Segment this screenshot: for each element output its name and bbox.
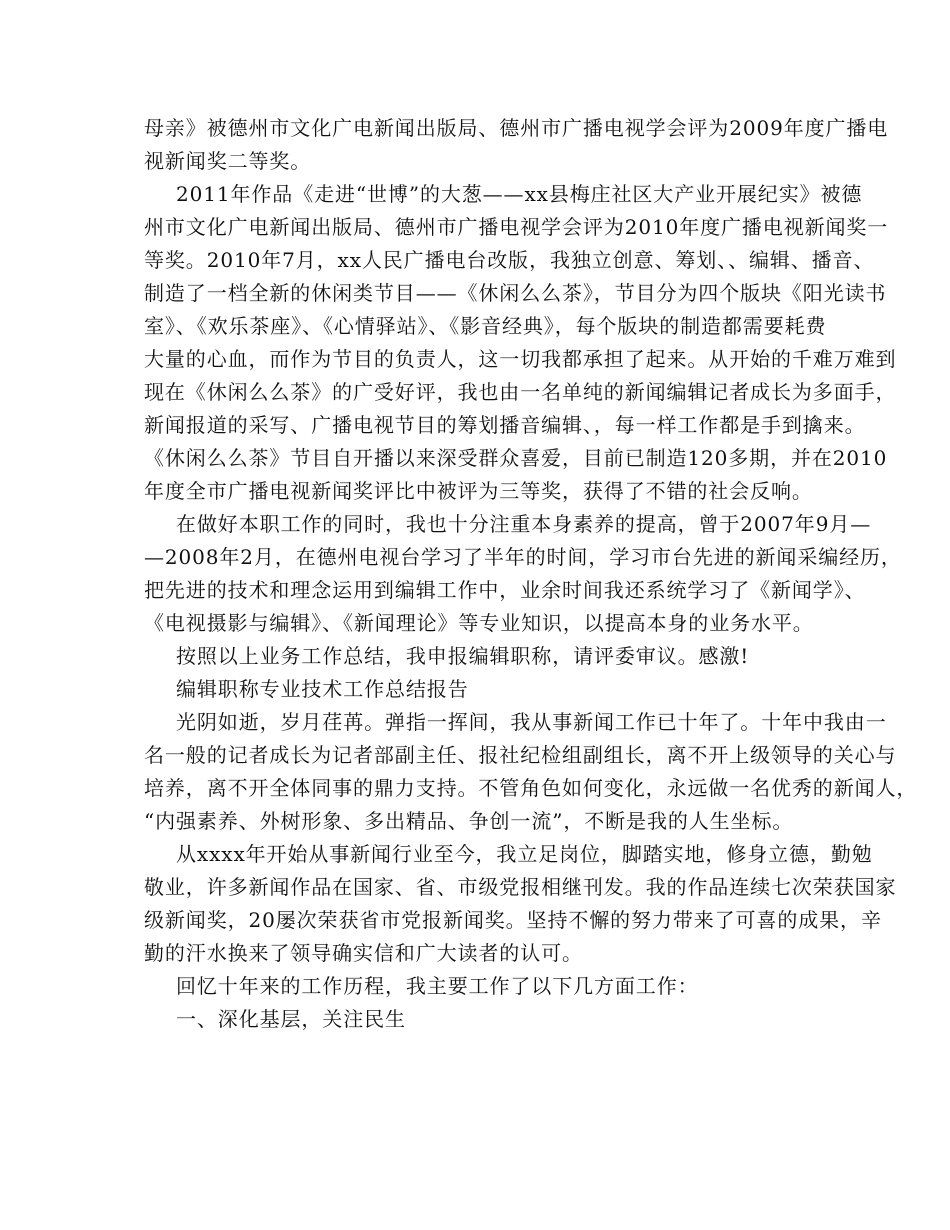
paragraph <box>144 706 918 838</box>
paragraph <box>144 178 897 508</box>
text-line: 制造了一档全新的休闲类节目——《休闲么么茶》，节目分为四个版块《阳光读书 <box>144 281 887 305</box>
text-line: 母亲》被德州市文化广电新闻出版局、德州市广播电视学会评为2009年度广播电 <box>144 116 889 140</box>
document-page <box>144 112 918 1036</box>
text-line: 从xxxx年开始从事新闻行业至今，我立足岗位，脚踏实地，修身立德，勤勉 <box>176 842 873 866</box>
section-heading <box>144 673 820 706</box>
text-line: 敬业，许多新闻作品在国家、省、市级党报相继刊发。我的作品连续七次荣获国家 <box>144 875 897 899</box>
text-line: 州市文化广电新闻出版局、德州市广播电视学会评为2010年度广播电视新闻奖一 <box>144 215 889 239</box>
text-line: 等奖。2010年7月，xx人民广播电台改版，我独立创意、筹划、、编辑、播音、 <box>144 248 875 272</box>
paragraph <box>144 640 820 673</box>
subsection-heading <box>144 1003 820 1036</box>
paragraph <box>144 838 897 970</box>
paragraph <box>144 112 889 178</box>
text-line: 视新闻奖二等奖。 <box>144 149 312 173</box>
text-line: 按照以上业务工作总结，我申报编辑职称，请评委审议。感激! <box>176 644 750 668</box>
text-line: 光阴如逝，岁月荏苒。弹指一挥间，我从事新闻工作已十年了。十年中我由一 <box>176 710 887 734</box>
text-line: “内强素养、外树形象、多出精品、争创一流”，不断是我的人生坐标。 <box>144 809 794 833</box>
heading-text: 编辑职称专业技术工作总结报告 <box>176 677 469 701</box>
text-line: 新闻报道的采写、广播电视节目的筹划播音编辑、，每一样工作都是手到擒来。 <box>144 413 866 437</box>
text-line: 现在《休闲么么茶》的广受好评，我也由一名单纯的新闻编辑记者成长为多面手， <box>144 380 897 404</box>
text-line: 级新闻奖，20屡次荣获省市党报新闻奖。坚持不懈的努力带来了可喜的成果，辛 <box>144 908 882 932</box>
text-line: 名一般的记者成长为记者部副主任、报社纪检组副组长，离不开上级领导的关心与 <box>144 743 897 767</box>
text-line: 年度全市广播电视新闻奖评比中被评为三等奖，获得了不错的社会反响。 <box>144 479 813 503</box>
text-line: 大量的心血，而作为节目的负责人，这一切我都承担了起来。从开始的千难万难到 <box>144 347 897 371</box>
text-line: 《电视摄影与编辑》、《新闻理论》等专业知识，以提高本身的业务水平。 <box>144 611 814 635</box>
heading-text: 一、深化基层，关注民生 <box>176 1007 406 1031</box>
text-line: 把先进的技术和理念运用到编辑工作中，业余时间我还系统学习了《新闻学》、 <box>144 578 866 602</box>
text-line: 回忆十年来的工作历程，我主要工作了以下几方面工作： <box>176 974 699 998</box>
paragraph <box>144 508 902 640</box>
paragraph <box>144 970 820 1003</box>
text-line: 室》、《欢乐茶座》、《心情驿站》、《影音经典》，每个版块的制造都需要耗费 <box>144 314 827 338</box>
text-line: 2011年作品《走进“世博”的大葱——xx县梅庄社区大产业开展纪实》被德 <box>176 182 863 206</box>
text-line: —2008年2月，在德州电视台学习了半年的时间，学习市台先进的新闻采编经历， <box>144 545 902 569</box>
text-line: 培养，离不开全体同事的鼎力支持。不管角色如何变化，永远做一名优秀的新闻人， <box>144 776 918 800</box>
text-line: 勤的汗水换来了领导确实信和广大读者的认可。 <box>144 941 583 965</box>
text-line: 《休闲么么茶》节目自开播以来深受群众喜爱，目前已制造120多期，并在2010 <box>144 446 888 470</box>
text-line: 在做好本职工作的同时，我也十分注重本身素养的提高，曾于2007年9月— <box>176 512 872 536</box>
